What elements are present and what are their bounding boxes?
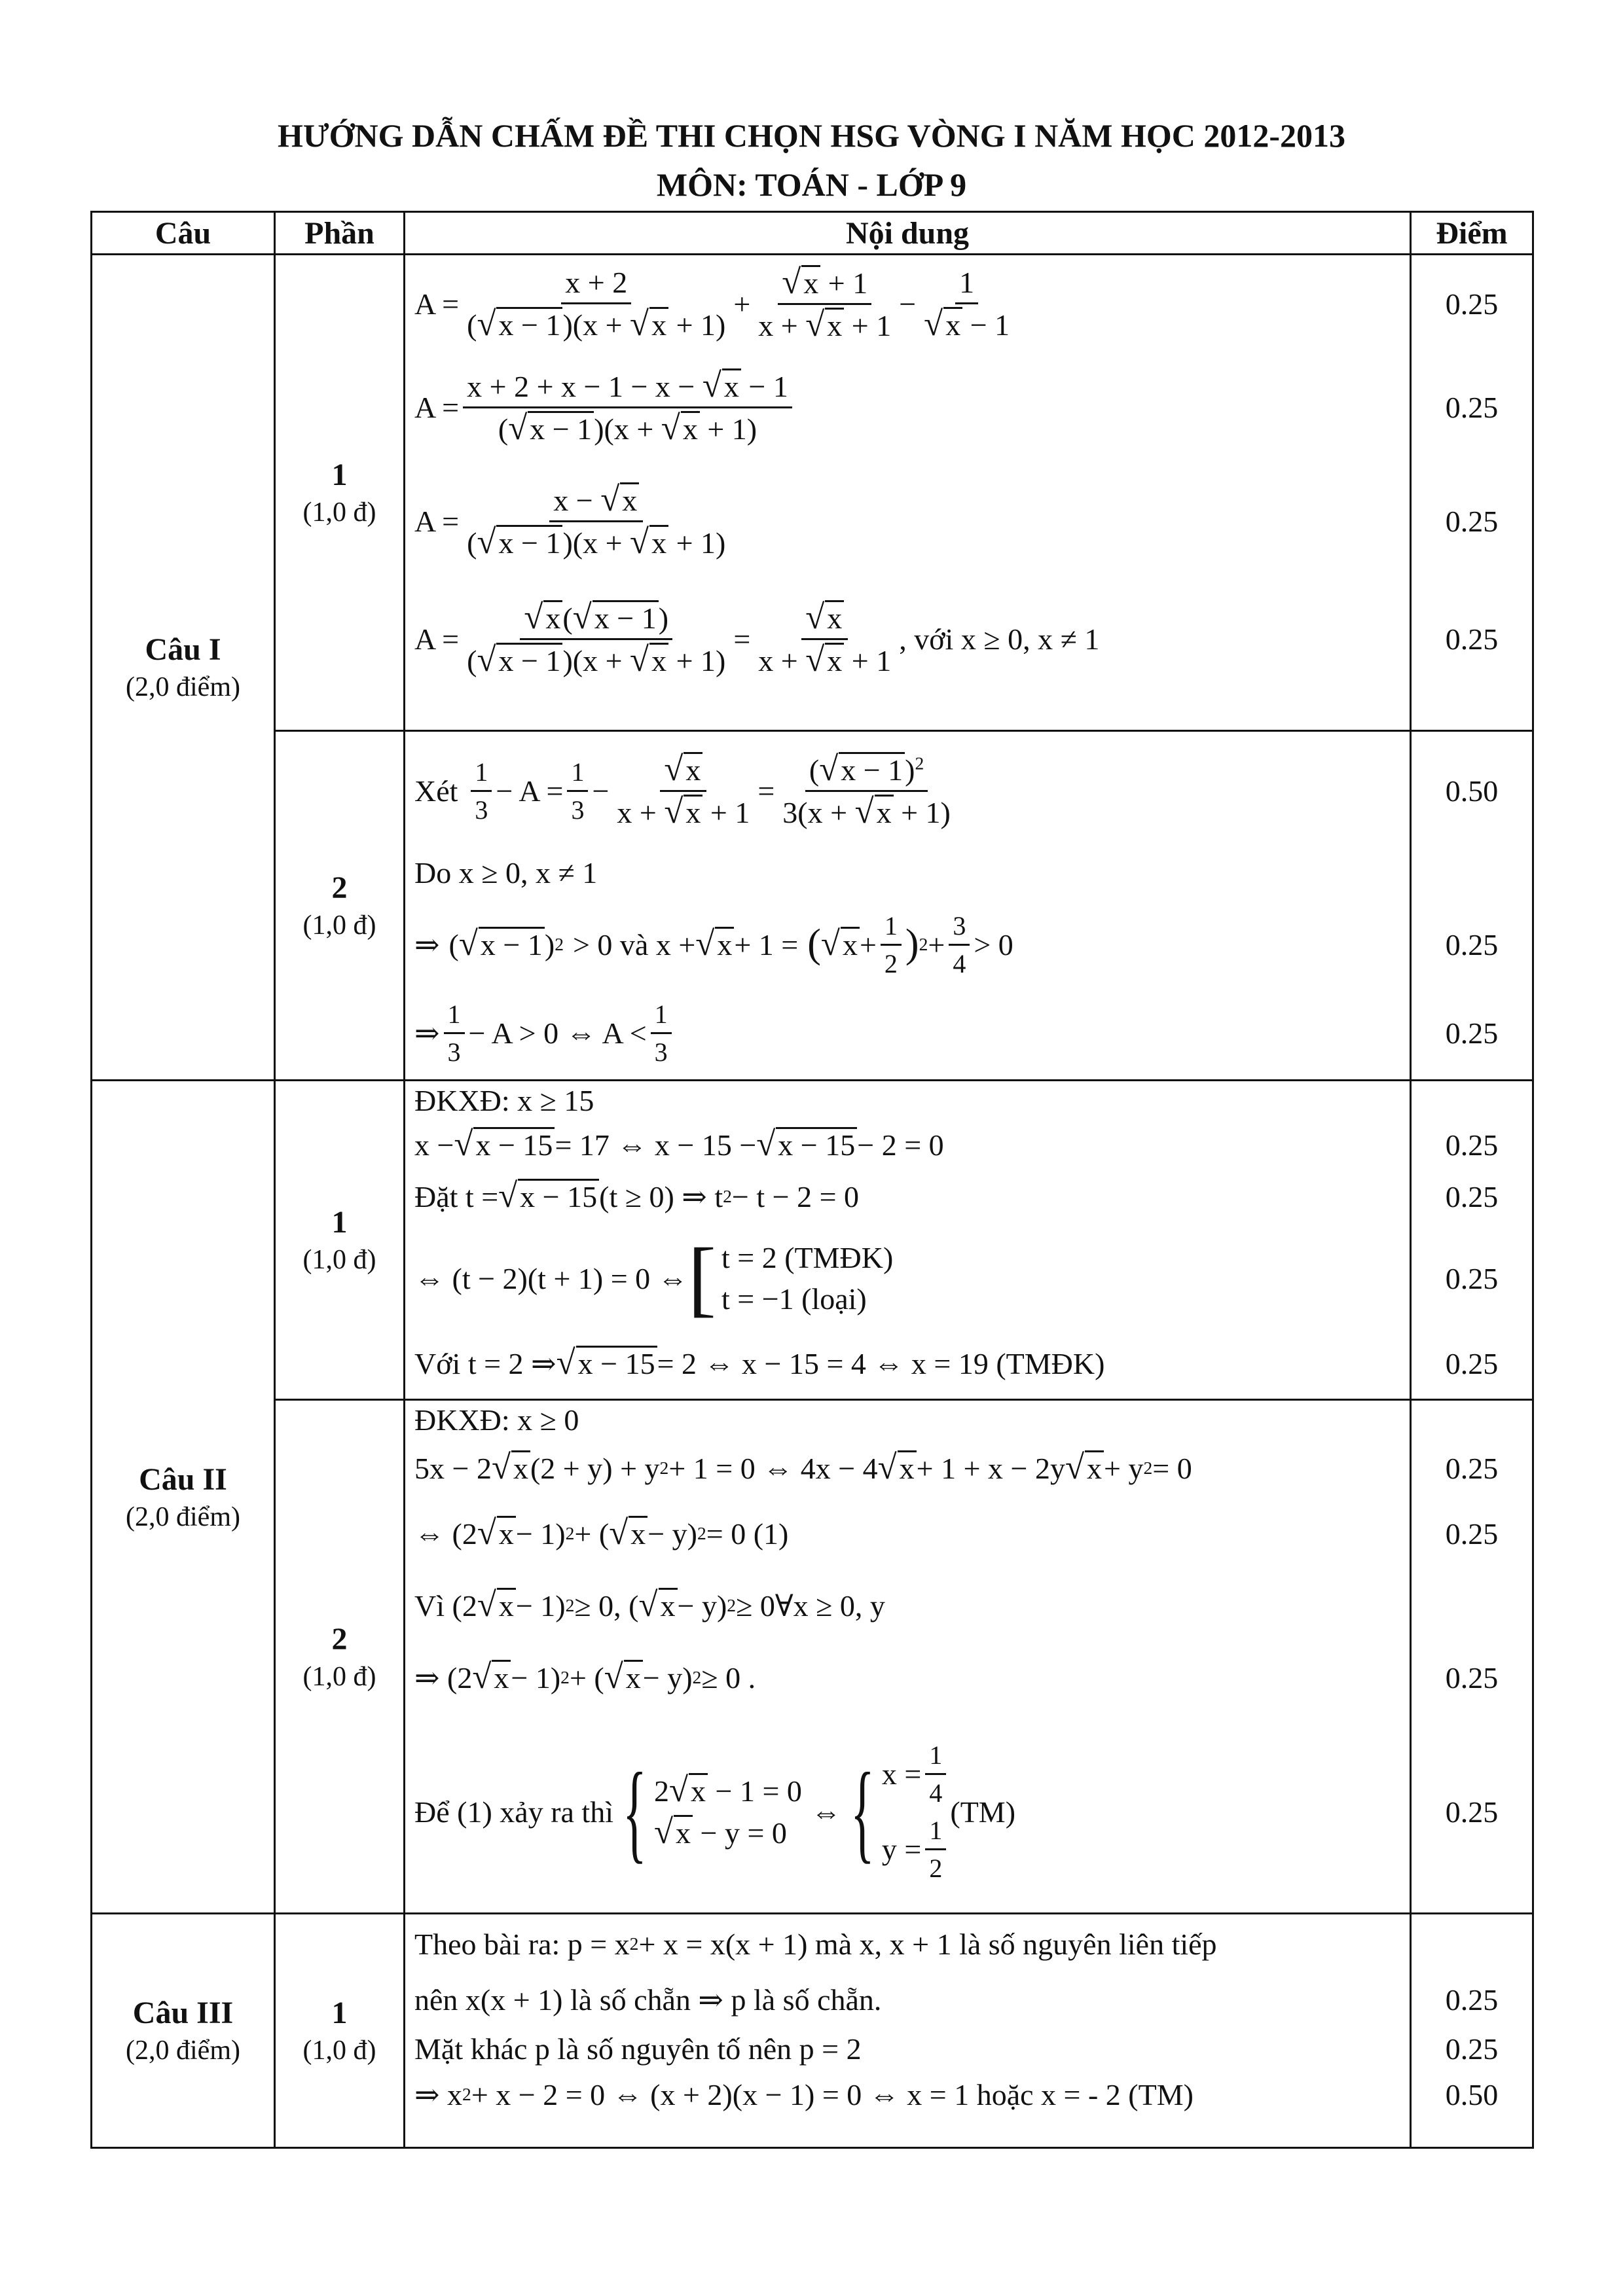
- cau-1-label: Câu I: [145, 632, 221, 667]
- cau-1-part-2: 2 (1,0 đ): [275, 731, 405, 1081]
- doc-title: HƯỚNG DẪN CHẤM ĐỀ THI CHỌN HSG VÒNG I NĂM HỌC 2012-2013: [277, 117, 1346, 154]
- formula-line: A = x + 2 + x − 1 − x − √ x − 1 ( √ x − 1 )(x + √ x + 1): [414, 352, 1400, 462]
- formula-line: ⇔ (t − 2)(t + 1) = 0 ⇔ [ t = 2 (TMĐK) t = −1 (loại): [414, 1231, 894, 1325]
- header-diem: Điểm: [1411, 212, 1533, 255]
- cau-2-part-1: 1 (1,0 đ): [275, 1081, 405, 1400]
- text-line: Mặt khác p là số nguyên tố nên p = 2: [414, 2032, 862, 2066]
- cau-1-part-1-content: [405, 255, 1411, 731]
- grading-table: [90, 211, 1534, 2149]
- cau-1-part-1-scores: 0.25 0.25 0.25 0.25: [1411, 255, 1533, 731]
- formula-line: 5x − 2 √ x (2 + y) + y 2 + 1 = 0 ⇔ 4x − 4 √ x + 1 + x − 2y √ x + y 2 = 0: [414, 1448, 1192, 1487]
- header-cau: Câu: [92, 212, 275, 255]
- text-line: Do x ≥ 0, x ≠ 1: [414, 855, 598, 889]
- formula-line: ⇒ (2 √ x − 1) 2 + ( √ x − y) 2 ≥ 0 .: [414, 1658, 756, 1696]
- cau-3-content: [405, 1914, 1411, 2148]
- cau-1-part-1: 1 (1,0 đ): [275, 255, 405, 731]
- header-noidung: Nội dung: [405, 212, 1411, 255]
- formula-line: ⇔ (2 √ x − 1) 2 + ( √ x − y) 2 = 0 (1): [414, 1514, 789, 1552]
- doc-subtitle: MÔN: TOÁN - LỚP 9: [656, 166, 967, 203]
- formula-line: Vì (2 √ x − 1) 2 ≥ 0, ( √ x − y) 2 ≥ 0∀x ≥ 0, y: [414, 1586, 885, 1624]
- formula-line: ⇒ $\frac{1}{3}$ − A > 0 ⇔ A < $\frac{1}{3}$: [414, 994, 1400, 1072]
- formula-line: Để (1) xảy ra thì { 2 √ x − 1 = 0 √ x − y = 0 ⇔ { x = $\frac{1}{4}$ y = $\frac{1}{2}$ (TM): [414, 1740, 1016, 1883]
- cau-2-cell: [92, 1081, 275, 1914]
- formula-line: A = √ x ( √ x − 1 ) ( √ x − 1 )(x + √ x + 1) = √ x x + √ x + 1 , với x ≥ 0, x ≠ 1: [414, 598, 1100, 679]
- cau-2-points: (2,0 điểm): [126, 1501, 240, 1532]
- cau-3-scores: 0.25 0.25 0.50: [1411, 1914, 1533, 2148]
- cau-3-label: Câu III: [132, 1996, 234, 2030]
- cau-1-part-2-content: [405, 731, 1411, 1081]
- cau-3-part-1: 1 (1,0 đ): [275, 1914, 405, 2148]
- cau-2-part-2: 2 (1,0 đ): [275, 1400, 405, 1914]
- formula-line: ⇒ x 2 + x − 2 = 0 ⇔ (x + 2)(x − 1) = 0 ⇔ x = 1 hoặc x = - 2 (TM): [414, 2077, 1194, 2111]
- cau-1-part-2-scores: 0.50 0.25 0.25: [1411, 731, 1533, 1081]
- cau-2-part-2-content: ĐKXĐ: x ≥ 0 5x − 2 √ x (2 + y) + y 2 + 1 = 0 ⇔ 4x − 4 √ x + 1 + x − 2y √ x + y 2 = 0 ⇔ (2 √ x − 1) 2 + ( √ x − y) 2 = 0 (1) Vì (2 √ x − 1) 2 ≥ 0, ( √ x − y) 2 ≥ 0∀x ≥ 0, y ⇒ (2 √ x − 1) 2 + ( √ x − y) 2 ≥ 0 . Để (1) xảy ra thì { 2 √ x − 1 = 0 √ x − y = 0 ⇔ { x = $\frac{1}{4}$ y = $\frac{1}{2}$ (TM): [405, 1400, 1411, 1914]
- cau-2-part-1-content: ĐKXĐ: x ≥ 15 x − √ x − 15 = 17 ⇔ x − 15 − √ x − 15 − 2 = 0 Đặt t = √ x − 15 (t ≥ 0) ⇒ t 2 − t − 2 = 0 ⇔ (t − 2)(t + 1) = 0 ⇔ [ t = 2 (TMĐK) t = −1 (loại) Với t = 2 ⇒ √ x − 15 = 2 ⇔ x − 15 = 4 ⇔ x = 19 (TMĐK): [405, 1081, 1411, 1400]
- cau-1-points: (2,0 điểm): [126, 672, 240, 702]
- formula-line: x − √ x − 15 = 17 ⇔ x − 15 − √ x − 15 − 2 = 0: [414, 1125, 944, 1164]
- formula-line: Đặt t = √ x − 15 (t ≥ 0) ⇒ t 2 − t − 2 = 0: [414, 1177, 860, 1215]
- cau-3-points: (2,0 điểm): [126, 2036, 240, 2066]
- cau-2-label: Câu II: [139, 1462, 227, 1497]
- cau-1-cell: [92, 255, 275, 1081]
- cau-2-part-1-scores: 0.25 0.25 0.25 0.25: [1411, 1081, 1533, 1400]
- formula-line: A = x − √ x ( √ x − 1 )(x + √ x + 1): [414, 480, 726, 561]
- formula-line: Với t = 2 ⇒ √ x − 15 = 2 ⇔ x − 15 = 4 ⇔ x = 19 (TMĐK): [414, 1344, 1105, 1382]
- cau-3-cell: [92, 1914, 275, 2148]
- formula-line: Xét $\frac{1}{3}$ − A = $\frac{1}{3}$ − √ x x + √ x + 1 = ( √ x − 1 )$^2$ 3(x + √ x + 1): [414, 749, 951, 831]
- text-line: Theo bài ra: p = x 2 + x = x(x + 1) mà x, x + 1 là số nguyên liên tiếp: [414, 1927, 1217, 1961]
- header-phan: Phần: [275, 212, 405, 255]
- text-line: nên x(x + 1) là số chẵn ⇒ p là số chẵn.: [414, 1983, 882, 2017]
- cau-2-part-2-scores: 0.25 0.25 0.25 0.25: [1411, 1400, 1533, 1914]
- formula-line: ⇒ ( √ x − 1 ) 2 > 0 và x + √ x + 1 = ( √ x + $\frac{1}{2}$ ) 2 + $\frac{3}{4}$ > 0: [414, 910, 1013, 978]
- formula-line: A = x + 2 ( √ x − 1 )(x + √ x + 1) + √ x + 1 x + √ x + 1 − 1 √ x − 1: [414, 262, 1010, 344]
